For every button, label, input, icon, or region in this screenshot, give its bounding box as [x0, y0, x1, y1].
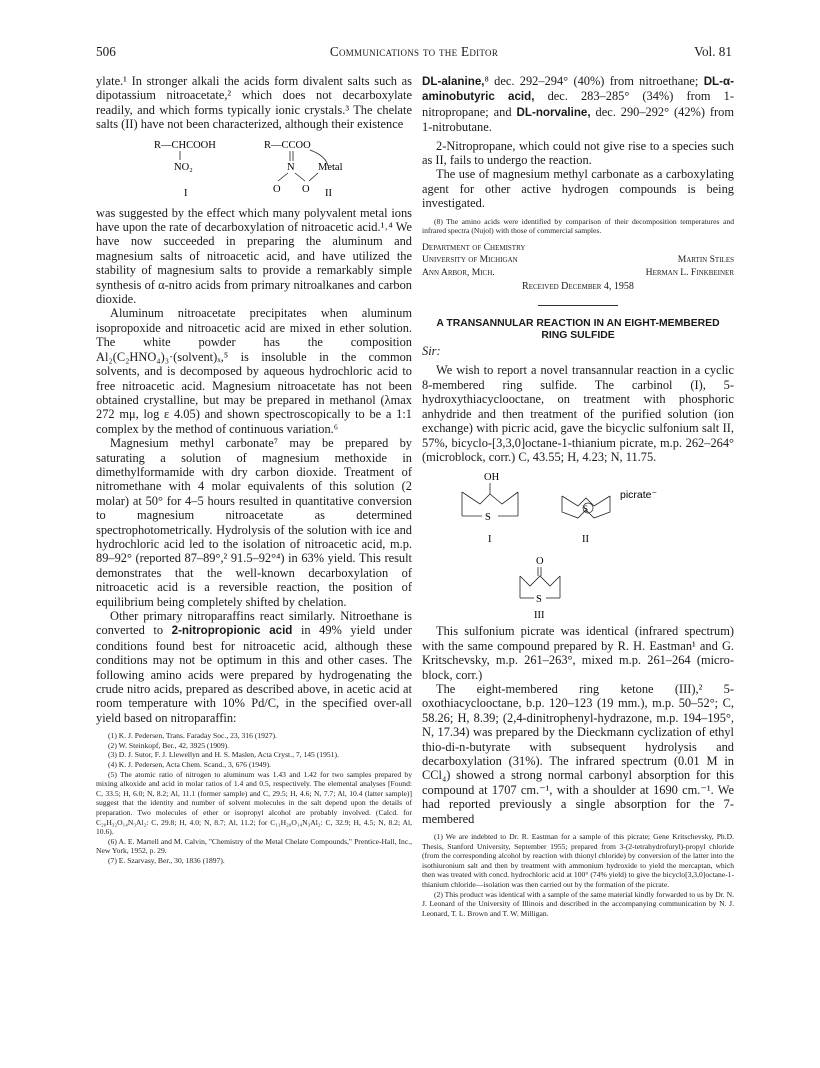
paragraph [96, 609, 412, 725]
text-run: ⁸ dec. 292–294° (40%) from nitroethane; [484, 74, 704, 88]
oxygen-label: O [536, 556, 544, 568]
picrate-label: picrate⁻ [620, 489, 658, 502]
paragraph: We wish to report a novel transannular reaction in a cyclic 8-membered ring sulfide. The carbinol (I), 5-hydroxythiacyclooctane, on treatment with phosphoric anhydride and then treatment of the purified solution (ion exchange) with picric acid, gave the bicyclic sulfonium salt II, 57%, bicyclo-[3,3,0]octane-1-thianium picrate, m.p. 262–264° (microblock, corr.) C, 43.55; H, 4.23; N, 11.75. [422, 363, 734, 464]
compound-name: 2-nitropropionic acid [171, 624, 293, 638]
structure-II-formula: R—CCOO [264, 139, 311, 151]
structure-I-nitro: NO₂ [174, 161, 193, 173]
article-title: A TRANSANNULAR REACTION IN AN EIGHT-MEMBERED RING SULFIDE [436, 318, 720, 342]
left-column [96, 74, 412, 866]
structure-II-oxygen: O [273, 183, 281, 195]
footnote: (6) A. E. Martell and M. Calvin, "Chemistry of the Metal Chelate Compounds," Prentice-Hall, Inc., New York, 1952, p. 29. [96, 836, 412, 856]
city: Ann Arbor, Mich. [422, 266, 495, 278]
structure-II-nitrogen: N [287, 161, 295, 173]
text-run: dec. 290–292° (42%) from 1-nitrobutane. [422, 104, 734, 135]
footnote: (8) The amino acids were identified by comparison of their decomposition temperatures and infrared spectra (Nujol) with those of commercial samples. [422, 216, 734, 236]
sulfur-label: S [485, 512, 491, 524]
department: Department of Chemistry [422, 241, 526, 253]
university: University of Michigan [422, 254, 518, 266]
author: Herman L. Finkbeiner [645, 266, 734, 278]
affiliation-row [422, 267, 734, 279]
volume-label: Vol. 81 [694, 44, 732, 59]
author: Martin Stiles [677, 254, 734, 266]
paragraph: Aluminum nitroacetate precipitates when aluminum isopropoxide and nitroacetic acid are mixed in ether solution. The white powder has the composition Al₂(C₂HNO₄)₃·(solvent)ₓ,⁵ is insoluble in the common solvents, and is decomposed by aqueous hydrochloric acid to free nitroacetic acid. Magnesium nitroacetate has not been obtained crystalline, but may be prepared in methanol (λmax 272 mμ, log ε 4.05) and shown spectroscopically to be a 1:1 complex by the method of continuous variation.⁶ [96, 306, 412, 436]
chelate-structures-figure [96, 136, 412, 202]
footnote: (1) We are indebted to Dr. R. Eastman for a sample of this picrate; Gene Kritschevsky, Ph.D. Thesis, Stanford University, September 1955; prepared from 3-(2-tetrahydrofuryl)-propyl chloride (from the corresponding alcohol by reaction with thionyl chloride) by conversion of the latter into the isothiuronium salt and then by treatment with ammonium hydroxide to yield the mercaptan, which then was treated with concd. hydrochloric acid at 100° (74% yield) to give the bicyclo[3,3,0]octane-1-thianium chloride—isolation was then carried out by the formation of the picrate. [422, 832, 734, 889]
text-run: dec. 283–285° (34%) from 1-nitropropane; and [422, 89, 734, 119]
paragraph: The eight-membered ring ketone (III),² 5-oxothiacyclooctane, b.p. 120–123 (19 mm.), m.p. 50–52°; C, 58.26; H, 8.39; (2,4-dinitrophenyl-hydrazone, m.p. 194–195°, N, 17.34) was prepared by the Dieckmann cyclization of ethyl thio-di-n-butyrate with subsequent hydrolysis and decarboxylation (31%). The infrared spectrum (0.01 M in CCl₄) showed a strong normal carbonyl absorption for this compound at 1707 cm.⁻¹, with a shoulder at 1690 cm.⁻¹. We had reported previously a single absorption for the 7-membered [422, 681, 734, 826]
footnotes [422, 832, 734, 918]
footnote: (3) D. J. Sutor, F. J. Llewellyn and H. S. Maslen, Acta Cryst., 7, 145 (1951). [108, 750, 339, 760]
sulfur-label: S [536, 594, 542, 606]
footnote: (2) W. Steinkopf, Ber., 42, 3925 (1909). [108, 740, 230, 750]
structure-II-oxygen: O [302, 183, 310, 195]
footnote: (5) The atomic ratio of nitrogen to aluminum was 1.43 and 1.42 for two samples prepared by mixing alkoxide and acid in molar ratios of 1.4 and 0.5, respectively. The elemental analyses [Found: C, 33.5; H, 6.0; N, 8.2; Al, 11.1 (former sample) and C, 29.5; H, 4.6; N, 7.7; Al, 10.4 (latter sample)] suggest that the identity and number of solvent molecules in the salt depend upon the details of preparation. Two molecules of ether or isopropyl alcohol are probably involved. (Calcd. for C₂₀H₃₂O₁₄N₃Al₂: C, 29.8; H, 4.0; N, 8.7; Al, 11.2; for C₁₁H₂₀O₁₄N₃Al₂: C, 32.9; H, 4.5; N, 8.2; Al, 10.6). [96, 769, 412, 837]
right-column [422, 74, 734, 918]
paragraph: was suggested by the effect which many polyvalent metal ions have upon the rate of decarboxylation of nitroacetic acid.¹˒⁴ We have now succeeded in preparing the aluminum and magnesium salts of nitroacetic acid, and have utilized the stability of magnesium salts to provide a remarkably simple synthesis of α-nitro acids from primary nitroalkanes and carbon dioxide. [96, 205, 412, 307]
structure-II-label: II [325, 187, 332, 199]
sulfide-structures-figure [422, 468, 734, 620]
structure-II-metal: Metal [318, 161, 343, 173]
running-header [96, 44, 732, 62]
paragraph: Magnesium methyl carbonate⁷ may be prepared by saturating a solution of magnesium methoxide in dimethylformamide with dry carbon dioxide. Treatment of nitromethane with 4 molar equivalents of this solution (2 molar) at 50° for 4–5 hours resulted in quantitative conversion to magnesium nitroacetate as determined spectrophotometrically. Hydrolysis of the solution with ice and hydrochloric acid led to the isolation of nitroacetic acid, m.p. 89–92° (reported 87–89°,² 91.5–92°⁴) in 63% yield. This result demonstrates that the well-known decarboxylation of nitroacetic acid is a reversible reaction, the position of equilibrium being completely shifted by chelation. [96, 436, 412, 609]
footnotes [96, 731, 412, 865]
sulfur-label: S [583, 504, 589, 515]
paragraph [422, 74, 734, 135]
paragraph: The use of magnesium methyl carbonate as a carboxylating agent for other active hydrogen compounds is being investigated. [422, 167, 734, 211]
footnote: (2) This product was identical with a sample of the same material kindly forwarded to us by Dr. N. J. Leonard of the University of Illinois and described in the accompanying communication by N. J. Leonard, T. L. Brown and T. W. Milligan. [422, 889, 734, 918]
structure-III-label: III [534, 610, 545, 621]
footnote: (7) E. Szarvasy, Ber., 30, 1836 (1897). [108, 855, 225, 865]
paragraph: 2-Nitropropane, which could not give rise to a species such as II, fails to undergo the reaction. [422, 138, 734, 168]
affiliation-block [422, 242, 734, 294]
structure-I-label: I [488, 534, 492, 546]
compound-name: DL-norvaline, [516, 105, 591, 119]
paragraph: This sulfonium picrate was identical (infrared spectrum) with the same compound prepared by R. H. Eastman¹ and G. Kritschevsky, m.p. 261–263°, mixed m.p. 261–264 (micro-block, corr.) [422, 624, 734, 682]
paragraph: ylate.¹ In stronger alkali the acids form divalent salts such as dipotassium nitroacetate,² which does not decarboxylate readily, and which forms typically ionic crystals.³ The chelate salts (II) have not been characterized, although their existence [96, 74, 412, 132]
compound-name: DL-α-aminobutyric acid, [422, 75, 734, 104]
running-title: Communications to the Editor [329, 44, 499, 59]
salutation: Sir: [422, 344, 441, 359]
section-divider [538, 305, 618, 306]
structure-II-label: II [582, 534, 589, 546]
footnote: (1) K. J. Pedersen, Trans. Faraday Soc., 23, 316 (1927). [108, 731, 277, 741]
received-date: Received December 4, 1958 [522, 281, 634, 293]
affiliation-row [422, 254, 734, 266]
page-number: 506 [96, 44, 116, 59]
structure-I-label: I [184, 187, 188, 199]
compound-name: DL-alanine, [422, 75, 485, 88]
hydroxyl-label: OH [484, 472, 500, 484]
structure-I-formula: R—CHCOOH [154, 139, 216, 151]
text-run: Other primary nitroparaffins react similarly. Nitroethane is converted to [96, 609, 412, 638]
footnote: (4) K. J. Pedersen, Acta Chem. Scand., 3, 676 (1949). [108, 760, 272, 770]
text-run: in 49% yield under conditions found best for nitroacetic acid, although these conditions may not be optimum in this and other cases. The following amino acids were prepared by hydrogenating the crude nitro acids, prepared as described above, in acetic acid at room temperature with 10% Pd/C, in the specified over-all yield based on nitroparaffin: [96, 623, 412, 725]
